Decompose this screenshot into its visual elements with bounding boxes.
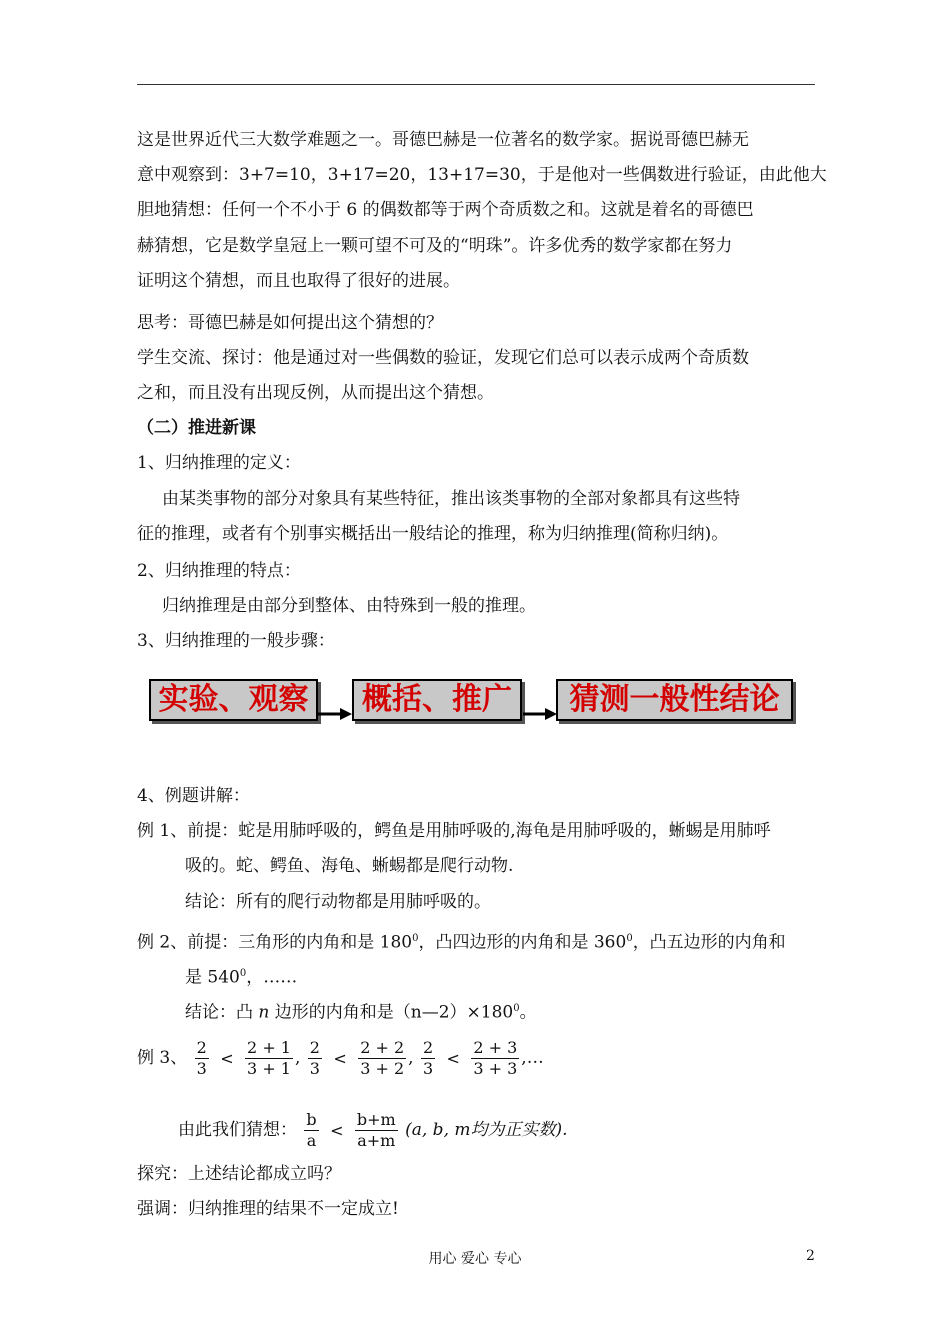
- section-title: （二）推进新课: [137, 418, 256, 438]
- emphasis-note: 强调：归纳推理的结果不一定成立!: [137, 1199, 399, 1219]
- header-rule: [137, 84, 815, 85]
- flow-step-generalize: 概括、推广: [352, 679, 522, 721]
- features-heading: 2、归纳推理的特点：: [137, 561, 301, 581]
- example-1-conclusion: 结论：所有的爬行动物都是用肺呼吸的。: [185, 892, 491, 912]
- example-2-line-1: 例 2、前提：三角形的内角和是 $180^0$，凸四边形的内角和是 $360^0$，凸五边形的内角和: [137, 932, 786, 953]
- intro-line-4: 赫猜想，它是数学皇冠上一颗可望不可及的“明珠”。许多优秀的数学家都在努力: [137, 236, 733, 256]
- definition-heading: 1、归纳推理的定义：: [137, 453, 301, 473]
- fraction: $\frac{b+m}{a+m}$: [356, 1110, 396, 1150]
- arrow-right-icon: [523, 706, 557, 722]
- fraction: $\frac{2 + 3}{3 + 3}$: [473, 1038, 518, 1078]
- intro-line-2: 意中观察到：3+7=10，3+17=20，13+17=30，于是他对一些偶数进行验证，由此他大: [137, 165, 827, 185]
- example-2-conclusion: 结论：凸 n 边形的内角和是$(n—2)\times 180^0$。: [185, 1002, 537, 1023]
- example-3-conjecture: 由此我们猜想： $\frac{b}{a}$ < $\frac{b+m}{a+m}$ (a, b, m均为正实数).: [178, 1110, 568, 1150]
- examples-heading: 4、例题讲解：: [137, 786, 250, 806]
- intro-line-1: 这是世界近代三大数学难题之一。哥德巴赫是一位著名的数学家。据说哥德巴赫无: [137, 130, 749, 150]
- discuss-line-2: 之和，而且没有出现反例，从而提出这个猜想。: [137, 383, 494, 403]
- think-question: 思考：哥德巴赫是如何提出这个猜想的？: [137, 313, 443, 333]
- definition-line-2: 征的推理，或者有个别事实概括出一般结论的推理，称为归纳推理(简称归纳)。: [137, 524, 729, 544]
- flow-step-experiment: 实验、观察: [149, 679, 318, 721]
- page-number: 2: [806, 1248, 815, 1264]
- fraction: $\frac{2}{3}$: [422, 1038, 434, 1078]
- fraction: $\frac{2}{3}$: [309, 1038, 320, 1078]
- footer-slogan: 用心 爱心 专心: [428, 1251, 522, 1267]
- steps-heading: 3、归纳推理的一般步骤：: [137, 631, 335, 651]
- discuss-line-1: 学生交流、探讨：他是通过对一些偶数的验证，发现它们总可以表示成两个奇质数: [137, 348, 749, 368]
- features-line: 归纳推理是由部分到整体、由特殊到一般的推理。: [162, 596, 536, 616]
- fraction: $\frac{b}{a}$: [306, 1110, 317, 1150]
- fraction: $\frac{2}{3}$: [196, 1038, 207, 1078]
- fraction: $\frac{2 + 1}{3 + 1}$: [247, 1038, 291, 1078]
- intro-line-5: 证明这个猜想，而且也取得了很好的进展。: [137, 271, 460, 291]
- example-1-line-1: 例 1、前提：蛇是用肺呼吸的，鳄鱼是用肺呼吸的,海龟是用肺呼吸的，蜥蜴是用肺呼: [137, 821, 771, 841]
- example-2-line-2: 是 $540^0$，……: [185, 967, 298, 988]
- example-1-line-2: 吸的。蛇、鳄鱼、海龟、蜥蜴都是爬行动物.: [185, 856, 514, 876]
- arrow-right-icon: [318, 706, 352, 722]
- flow-step-conjecture: 猜测一般性结论: [556, 679, 793, 721]
- fraction: $\frac{2 + 2}{3 + 2}$: [360, 1038, 405, 1078]
- explore-question: 探究：上述结论都成立吗？: [137, 1164, 341, 1184]
- definition-line-1: 由某类事物的部分对象具有某些特征，推出该类事物的全部对象都具有这些特: [162, 489, 740, 509]
- example-3-inequalities: 例 3、 $\frac{2}{3}$ < $\frac{2 + 1}{3 + 1}$ , $\frac{2}{3}$ < $\frac{2 + 2}{3 + 2}$ , $\frac{2}{3}$ < $\frac{2 + 3}{3 + 3}$ ,…: [137, 1038, 544, 1078]
- intro-line-3: 胆地猜想：任何一个不小于 6 的偶数都等于两个奇质数之和。这就是着名的哥德巴: [137, 200, 754, 220]
